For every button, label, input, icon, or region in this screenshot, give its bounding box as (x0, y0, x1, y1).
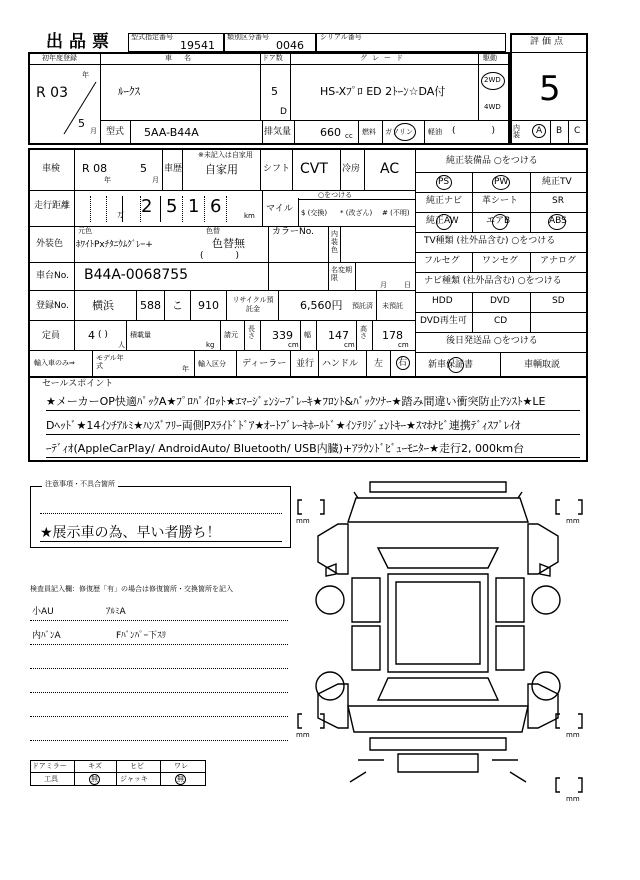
color-orig-label: 元色 (78, 227, 92, 235)
import-dealer: ディーラー (242, 359, 287, 369)
notes-text: ★展示車の為、早い者勝ち！ (40, 525, 221, 541)
cc-value: 660 (320, 126, 341, 139)
color-changed-label: 色替 (206, 227, 220, 235)
equip-aw: 純正AW (426, 216, 459, 226)
legend-header-scratch: キズ (88, 762, 102, 770)
serial-label: シリアル番号 (320, 33, 362, 41)
name-label: 車名 (165, 54, 203, 62)
type-code-label: 型式指定番号 (131, 33, 173, 41)
width-unit: cm (344, 341, 355, 349)
capacity-unit: 人 (118, 341, 125, 349)
navi-dvd-play: DVD再生可 (420, 316, 467, 326)
grade-value: HS-Xﾌﾟﾛ ED 2ﾄｰﾝ☆DA付 (320, 85, 446, 98)
mileage-man-unit: 万 (117, 211, 124, 219)
mileage-km-unit: km (244, 212, 255, 220)
equip-leather: 革シート (482, 196, 519, 206)
capacity-paren: ( ) (98, 330, 108, 340)
fuel-label: 燃料 (362, 128, 376, 136)
interior-c: C (574, 126, 581, 136)
interior-b: B (556, 126, 563, 136)
legend-header-mirror: ドアミラー (32, 762, 67, 770)
recycle-status-a: 預託済 (352, 302, 373, 310)
mileage-label: 走行距離 (34, 201, 71, 211)
class-code-value: 0046 (276, 39, 304, 52)
model-value: 5AA-B44A (144, 126, 199, 139)
mm-label-rf: mm (566, 517, 580, 525)
form-title: 出品票 (46, 32, 115, 52)
width-value: 147 (328, 329, 349, 342)
sales-line-3: ｰﾃﾞｨｵ(AppleCarPlay/ AndroidAuto/ Bluetooth/ USB内臓)+ｱﾗｳﾝﾄﾞﾋﾞｭｰﾓﾆﾀｰ★走行2, 000km台 (46, 442, 525, 455)
sales-line-2: Dﾍｯﾄﾞ★14ｲﾝﾁｱﾙﾐ★ﾊﾝｽﾞﾌﾘｰ両側Pｽﾗｲﾄﾞﾄﾞｱ★ｵｰﾄﾌﾞﾚｰｷﾎｰﾙﾄﾞ★ｲﾝﾃﾘｼﾞｪﾝﾄｷｰ★ｽﾏﾎﾅﾋﾞ連携ﾃﾞｨｽﾌﾟﾚｲｵ (46, 419, 521, 432)
later-manual: 車輌取説 (524, 360, 561, 370)
color-no-label: カラーNo. (272, 227, 314, 237)
first-reg-year: R 03 (36, 85, 68, 101)
interior-a: A (536, 126, 543, 136)
mileage-digit-1: 2 (141, 196, 153, 217)
first-reg-month: 5 (78, 117, 85, 130)
width-label: 幅 (304, 331, 311, 339)
title-change-month: 月 (380, 281, 387, 289)
ac-value: AC (380, 161, 400, 177)
later-header: 後日発送品 ○をつける (446, 336, 538, 346)
length-unit: cm (288, 341, 299, 349)
capacity-value: 4 (88, 329, 95, 342)
model-label: 型式 (106, 127, 125, 137)
recycle-label: リサイクル預託金 (232, 296, 274, 313)
recycle-status-b: 未預託 (382, 302, 403, 310)
chassis-value: B44A-0068755 (84, 267, 189, 283)
inspection-year: R 08 (82, 162, 108, 175)
inspection-month: 5 (140, 162, 147, 175)
tv-full: フルセグ (424, 256, 460, 266)
drive-2wd: 2WD (484, 76, 501, 84)
import-label: 輸入車のみ⇒ (34, 359, 75, 367)
inspection-month-unit: 月 (152, 176, 159, 184)
legend-tools-value: 無 (91, 775, 98, 783)
first-reg-label: 初年度登録 (42, 54, 77, 62)
doors-suffix: D (280, 107, 287, 117)
navi-hdd: HDD (432, 296, 453, 306)
load-unit: kg (206, 341, 215, 349)
fuel-paren: ( ) (452, 126, 496, 136)
registration-label: 登録No. (36, 301, 69, 311)
color-label: 外装色 (36, 239, 64, 249)
tv-analog: アナログ (540, 256, 577, 266)
inspector-entry-2a: 内ﾊﾞﾝA (32, 631, 61, 641)
handle-left: 左 (374, 359, 384, 369)
mm-label-lr: mm (296, 731, 310, 739)
mileage-digit-3: 1 (188, 196, 200, 217)
shift-value: CVT (300, 161, 328, 177)
notes-label: 注意事項・不具合箇所 (42, 481, 118, 488)
cc-label: 排気量 (264, 127, 292, 137)
import-class-label: 輸入区分 (198, 360, 226, 368)
navi-header: ナビ種類 (社外品含む) ○をつける (424, 276, 562, 286)
equip-sr: SR (552, 196, 564, 206)
handle-right: 右 (398, 358, 408, 368)
inspector-entry-1b: ｱﾙﾐA (106, 607, 126, 617)
sales-line-1: ★メーカーOP快適ﾊﾟｯｸA★ﾌﾟﾛﾊﾟｲﾛｯﾄ★ｴﾏｰｼﾞｪﾝｼｰﾌﾞﾚｰｷ★ﾌﾛﾝﾄ&ﾊﾞｯｸｿﾅｰ★踏み間違い衝突防止ｱｼｽﾄ★LE (46, 395, 546, 408)
import-parallel: 並行 (296, 359, 315, 369)
equip-pw: PW (494, 177, 509, 187)
legend-jack-value: 無 (177, 775, 184, 783)
length-label: 長さ (248, 325, 255, 340)
equip-header: 純正装備品 ○をつける (446, 156, 538, 166)
height-value: 178 (382, 329, 403, 342)
grade-label: グレード (360, 54, 408, 62)
doors-value: 5 (271, 85, 278, 98)
doors-label: ドア数 (262, 54, 283, 62)
drive-label: 駆動 (483, 54, 497, 62)
inspection-label: 車検 (42, 164, 61, 174)
rating-label: 評価点 (530, 37, 567, 47)
equip-navi: 純正ナビ (426, 196, 463, 206)
color-orig-value: ﾎﾜｲﾄPxﾁﾀﾆｳﾑｸﾞﾚｰ+ (76, 240, 153, 250)
history-label: 車歴 (164, 164, 183, 174)
height-unit: cm (398, 341, 409, 349)
fuel-gas: ガソリン (385, 128, 413, 136)
capacity-label: 定員 (42, 331, 61, 341)
class-code-label: 類別区分番号 (227, 33, 269, 41)
mm-label-rr: mm (566, 731, 580, 739)
registration-kana: こ (172, 299, 183, 312)
cc-unit: cc (345, 132, 353, 140)
interior-color-label: 内装色 (331, 230, 338, 255)
navi-cd: CD (494, 316, 508, 326)
first-reg-year-unit: 年 (82, 71, 89, 79)
tv-header: TV種類 (社外品含む) ○をつける (424, 236, 556, 246)
vehicle-damage-diagram (288, 474, 588, 814)
registration-area: 横浜 (92, 299, 114, 312)
length-value: 339 (272, 329, 293, 342)
load-label: 積載量 (130, 331, 151, 339)
equip-abs: ABS (549, 216, 567, 226)
title-change-day: 日 (404, 281, 411, 289)
registration-class: 588 (140, 299, 161, 312)
mileage-opt-unknown: # (不明) (382, 209, 410, 217)
registration-number: 910 (198, 299, 219, 312)
equip-tv: 純正TV (542, 177, 572, 187)
mileage-circle-note: ○をつける (318, 191, 353, 199)
model-year-label: モデル年式 (96, 354, 124, 371)
inspector-entry-2b: Fﾊﾞﾝﾊﾟｰ下ｽﾘ (116, 631, 167, 641)
fill-label: 請元 (224, 331, 238, 339)
history-note: ※未記入は自家用 (198, 151, 253, 159)
fuel-diesel: 軽油 (428, 128, 442, 136)
mm-label-lf: mm (296, 517, 310, 525)
legend-header-crack: ヒビ (130, 762, 144, 770)
inspection-year-unit: 年 (104, 176, 111, 184)
equip-airbag: エアB (486, 216, 511, 226)
tv-one: ワンセグ (482, 256, 519, 266)
navi-sd: SD (552, 296, 565, 306)
shift-label: シフト (263, 164, 291, 174)
interior-label: 内装 (513, 124, 520, 139)
first-reg-month-unit: 月 (90, 127, 97, 135)
handle-label: ハンドル (322, 359, 359, 369)
color-changed-value: 色替無 (212, 237, 245, 250)
navi-dvd: DVD (490, 296, 510, 306)
type-code-value: 19541 (180, 39, 215, 52)
inspector-label: 検査員記入欄：修復歴「有」の場合は修復箇所・交換箇所を記入 (30, 585, 233, 593)
mileage-mile: マイル (266, 204, 293, 214)
model-year-unit: 年 (182, 365, 189, 373)
legend-jack: ジャッキ (120, 775, 148, 783)
mileage-opt-exchange: $ (交換) (301, 209, 328, 217)
height-label: 高さ (360, 325, 367, 340)
mileage-digit-2: 5 (166, 196, 178, 217)
sales-label: セールスポイント (42, 379, 114, 389)
drive-4wd: 4WD (484, 103, 501, 111)
mileage-digit-4: 6 (210, 196, 222, 217)
color-paren: () (200, 251, 272, 261)
recycle-amount: 6,560円 (300, 299, 343, 312)
mileage-opt-altered: * (改ざん) (340, 209, 373, 217)
title-change-label: 名変期限 (331, 266, 352, 283)
inspector-entry-1a: 小AU (32, 607, 54, 617)
ac-label: 冷房 (342, 164, 361, 174)
history-value: 自家用 (205, 163, 238, 176)
equip-ps: PS (438, 177, 450, 187)
vehicle-name: ﾙｰｸｽ (118, 85, 140, 98)
legend-tools: 工具 (44, 775, 58, 783)
chassis-label: 車台No. (36, 271, 69, 281)
legend-header-break: ワレ (174, 762, 188, 770)
later-warranty: 新車保証書 (428, 360, 474, 370)
mm-label-spare: mm (566, 795, 580, 803)
rating-value: 5 (539, 69, 561, 109)
